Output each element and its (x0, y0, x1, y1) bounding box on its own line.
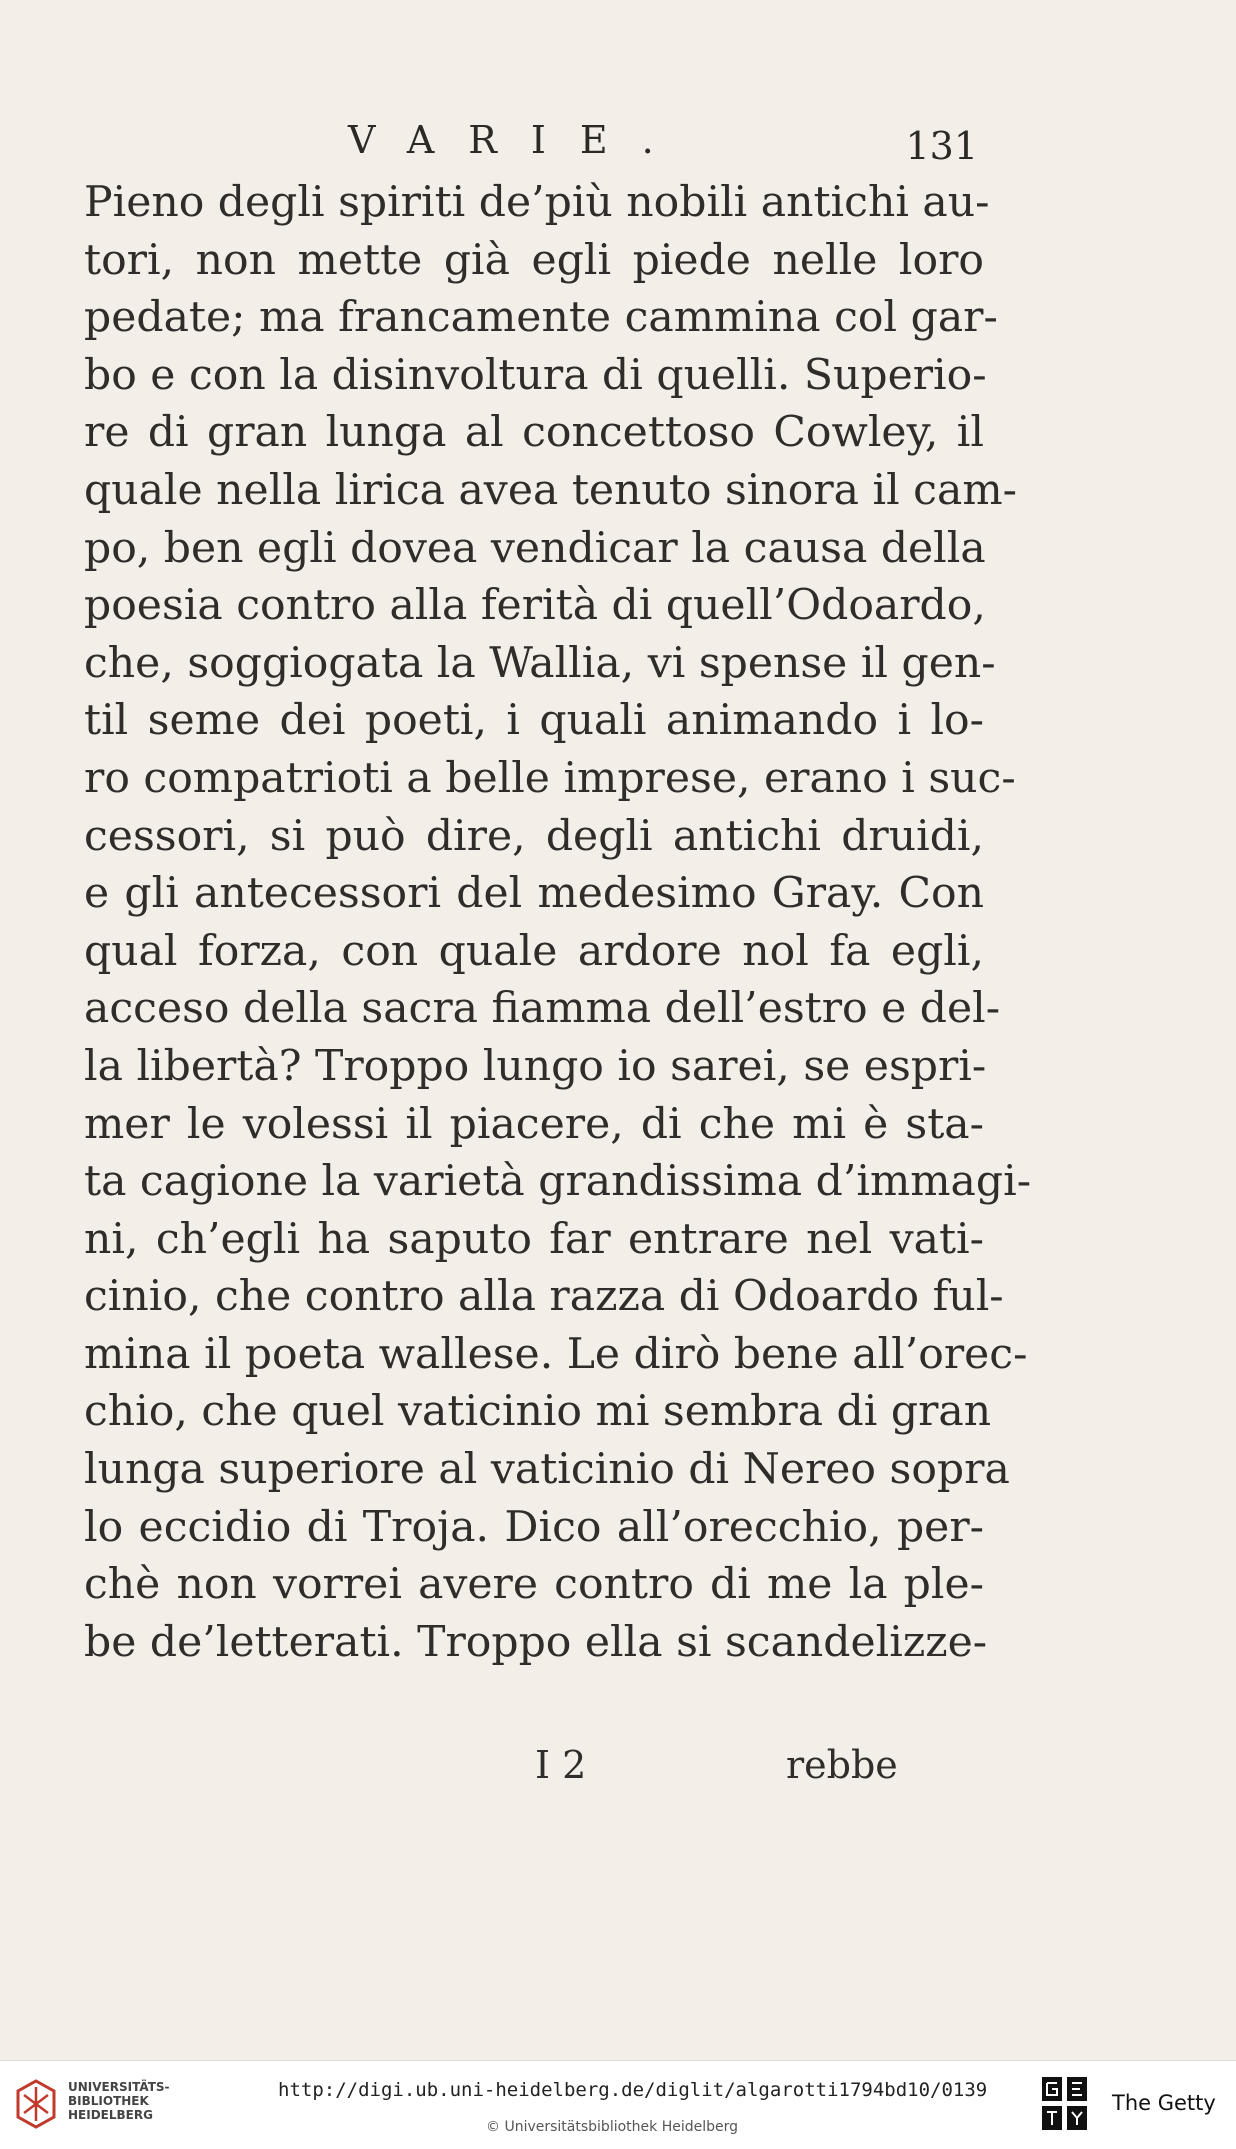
text-line: che, soggiogata la Wallia, vi spense il gen- (84, 638, 996, 688)
text-line: quale nella lirica avea tenuto sinora il cam- (84, 465, 1017, 515)
text-line: acceso della sacra fiamma dell’estro e del- (84, 984, 1001, 1034)
text-line: ro compatrioti a belle imprese, erano i suc- (84, 753, 1016, 803)
text-line: e gli antecessori del medesimo Gray. Con (84, 869, 984, 919)
text-line: ta cagione la varietà grandissima d’immagi- (84, 1157, 1032, 1207)
text-line: qual forza, con quale ardore nol fa egli, (84, 926, 984, 976)
text-line: cessori, si può dire, degli antichi druidi, (84, 811, 984, 861)
text-line: bo e con la disinvoltura di quelli. Superio- (84, 350, 987, 400)
source-url-link[interactable]: http://digi.ub.uni-heidelberg.de/diglit/algarotti1794bd10/0139 (278, 2079, 988, 2101)
library-name (68, 2080, 170, 2122)
body-text (84, 174, 1032, 1671)
text-line: chio, che quel vaticinio mi sembra di gran (84, 1387, 992, 1437)
text-line: mer le volessi il piacere, di che mi è sta- (84, 1099, 984, 1149)
text-line: cinio, che contro alla razza di Odoardo ful- (84, 1272, 1004, 1322)
text-line: pedate; ma francamente cammina col gar- (84, 293, 998, 343)
text-line: re di gran lunga al concettoso Cowley, il (84, 408, 984, 458)
library-logo-icon (14, 2079, 58, 2129)
signature-mark: I 2 (535, 1743, 587, 1787)
text-line: chè non vorrei avere contro di me la ple- (84, 1560, 984, 1610)
getty-logo-icon (1040, 2075, 1090, 2133)
text-line: ni, ch’egli ha saputo far entrare nel vati- (84, 1214, 984, 1264)
catchword: rebbe (786, 1743, 898, 1787)
page-number: 131 (905, 124, 978, 168)
text-line: lunga superiore al vaticinio di Nereo sopra (84, 1445, 1010, 1495)
text-line: la libertà? Troppo lungo io sarei, se espri- (84, 1041, 987, 1091)
text-line: poesia contro alla ferità di quell’Odoardo, (84, 581, 986, 631)
text-line: til seme dei poeti, i quali animando i lo- (84, 696, 984, 746)
copyright-notice: © Universitätsbibliothek Heidelberg (486, 2119, 739, 2135)
library-name-line: UNIVERSITÄTS- (68, 2080, 170, 2094)
text-line: lo eccidio di Troja. Dico all’orecchio, per- (84, 1502, 984, 1552)
text-line: mina il poeta wallese. Le dirò bene all’orec- (84, 1329, 1028, 1379)
digital-library-footer (0, 2060, 1236, 2149)
running-head (348, 118, 978, 178)
text-line: po, ben egli dovea vendicar la causa della (84, 523, 986, 573)
text-line: be de’letterati. Troppo ella si scandelizze- (84, 1617, 988, 1667)
text-line: Pieno degli spiriti de’più nobili antichi au- (84, 178, 990, 227)
text-line: tori, non mette già egli piede nelle loro (84, 235, 984, 285)
library-name-line: BIBLIOTHEK (68, 2094, 149, 2108)
running-title: VARIE. (348, 118, 688, 162)
library-name-line: HEIDELBERG (68, 2108, 153, 2122)
partner-name: The Getty (1112, 2091, 1216, 2115)
